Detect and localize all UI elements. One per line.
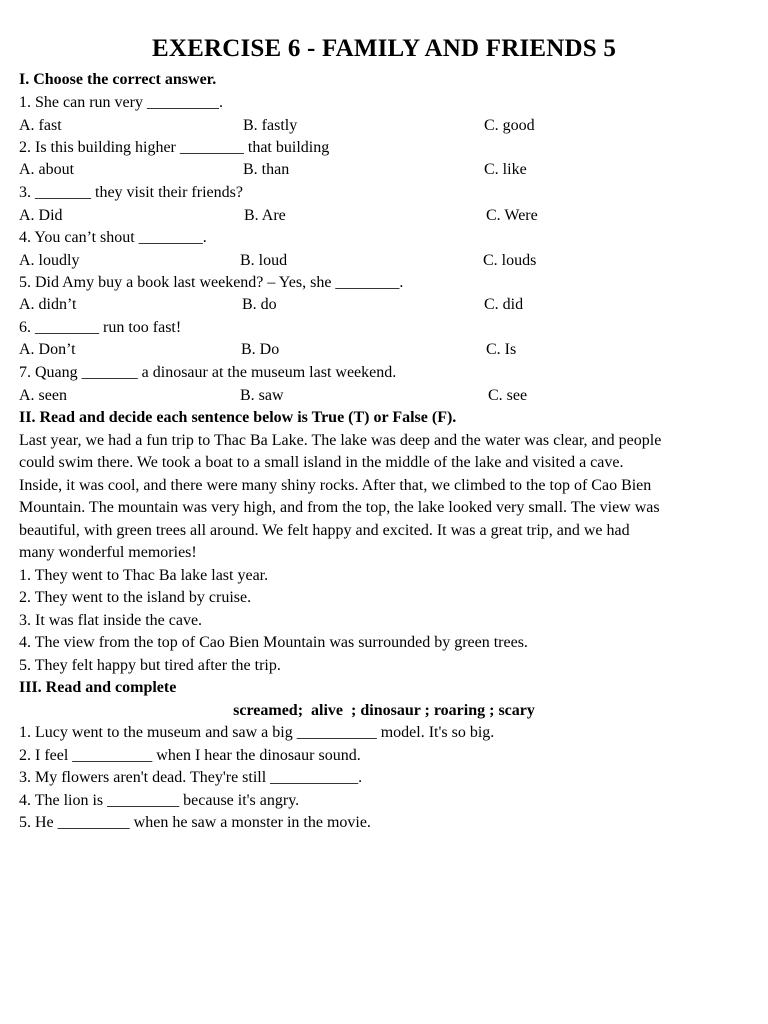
- question-5-option-c: C. did: [484, 296, 524, 313]
- question-4-option-b: B. loud: [240, 252, 288, 269]
- question-6-option-a: A. Don’t: [19, 341, 76, 358]
- passage-line: Last year, we had a fun trip to Thac Ba Lake. The lake was deep and the water was clear, and people: [19, 432, 662, 449]
- passage-line: many wonderful memories!: [19, 544, 197, 561]
- complete-sentence-2: 2. I feel __________ when I hear the dinosaur sound.: [19, 747, 361, 764]
- statement-2: 2. They went to the island by cruise.: [19, 589, 252, 606]
- question-6-option-b: B. Do: [241, 341, 280, 358]
- question-7-option-c: C. see: [488, 387, 528, 404]
- question-3-option-c: C. Were: [486, 207, 538, 224]
- question-2: 2. Is this building higher ________ that building: [19, 139, 330, 156]
- section-2-heading: II. Read and decide each sentence below is True (T) or False (F).: [19, 409, 457, 426]
- question-1: 1. She can run very _________.: [19, 94, 223, 111]
- section-3-heading: III. Read and complete: [19, 679, 177, 696]
- question-1-option-c: C. good: [484, 117, 535, 134]
- question-2-option-b: B. than: [243, 161, 290, 178]
- question-4-option-a: A. loudly: [19, 252, 80, 269]
- question-6-option-c: C. Is: [486, 341, 517, 358]
- section-1-heading: I. Choose the correct answer.: [19, 71, 217, 88]
- question-1-option-b: B. fastly: [243, 117, 298, 134]
- question-5: 5. Did Amy buy a book last weekend? – Yes, she ________.: [19, 274, 404, 291]
- passage-line: Mountain. The mountain was very high, and from the top, the lake looked very small. The view was: [19, 499, 660, 516]
- question-5-option-b: B. do: [242, 296, 277, 313]
- statement-3: 3. It was flat inside the cave.: [19, 612, 203, 629]
- statement-1: 1. They went to Thac Ba lake last year.: [19, 567, 269, 584]
- question-7-option-b: B. saw: [240, 387, 284, 404]
- word-bank: screamed; alive ; dinosaur ; roaring ; scary: [233, 702, 535, 719]
- passage-line: Inside, it was cool, and there were many shiny rocks. After that, we climbed to the top of Cao Bien: [19, 477, 652, 494]
- question-6: 6. ________ run too fast!: [19, 319, 182, 336]
- question-2-option-c: C. like: [484, 161, 527, 178]
- question-7-option-a: A. seen: [19, 387, 67, 404]
- complete-sentence-3: 3. My flowers aren't dead. They're still ___________.: [19, 769, 363, 786]
- complete-sentence-5: 5. He _________ when he saw a monster in the movie.: [19, 814, 371, 831]
- question-5-option-a: A. didn’t: [19, 296, 77, 313]
- passage-line: could swim there. We took a boat to a small island in the middle of the lake and visited a cave.: [19, 454, 624, 471]
- complete-sentence-1: 1. Lucy went to the museum and saw a big __________ model. It's so big.: [19, 724, 495, 741]
- complete-sentence-4: 4. The lion is _________ because it's angry.: [19, 792, 300, 809]
- question-1-option-a: A. fast: [19, 117, 62, 134]
- statement-4: 4. The view from the top of Cao Bien Mountain was surrounded by green trees.: [19, 634, 528, 651]
- statement-5: 5. They felt happy but tired after the trip.: [19, 657, 281, 674]
- question-3: 3. _______ they visit their friends?: [19, 184, 243, 201]
- question-3-option-b: B. Are: [244, 207, 286, 224]
- question-4-option-c: C. louds: [483, 252, 537, 269]
- question-3-option-a: A. Did: [19, 207, 63, 224]
- question-2-option-a: A. about: [19, 161, 75, 178]
- question-4: 4. You can’t shout ________.: [19, 229, 207, 246]
- passage-line: beautiful, with green trees all around. We felt happy and excited. It was a great trip, and we had: [19, 522, 630, 539]
- question-7: 7. Quang _______ a dinosaur at the museum last weekend.: [19, 364, 397, 381]
- worksheet-title: EXERCISE 6 - FAMILY AND FRIENDS 5: [151, 35, 617, 62]
